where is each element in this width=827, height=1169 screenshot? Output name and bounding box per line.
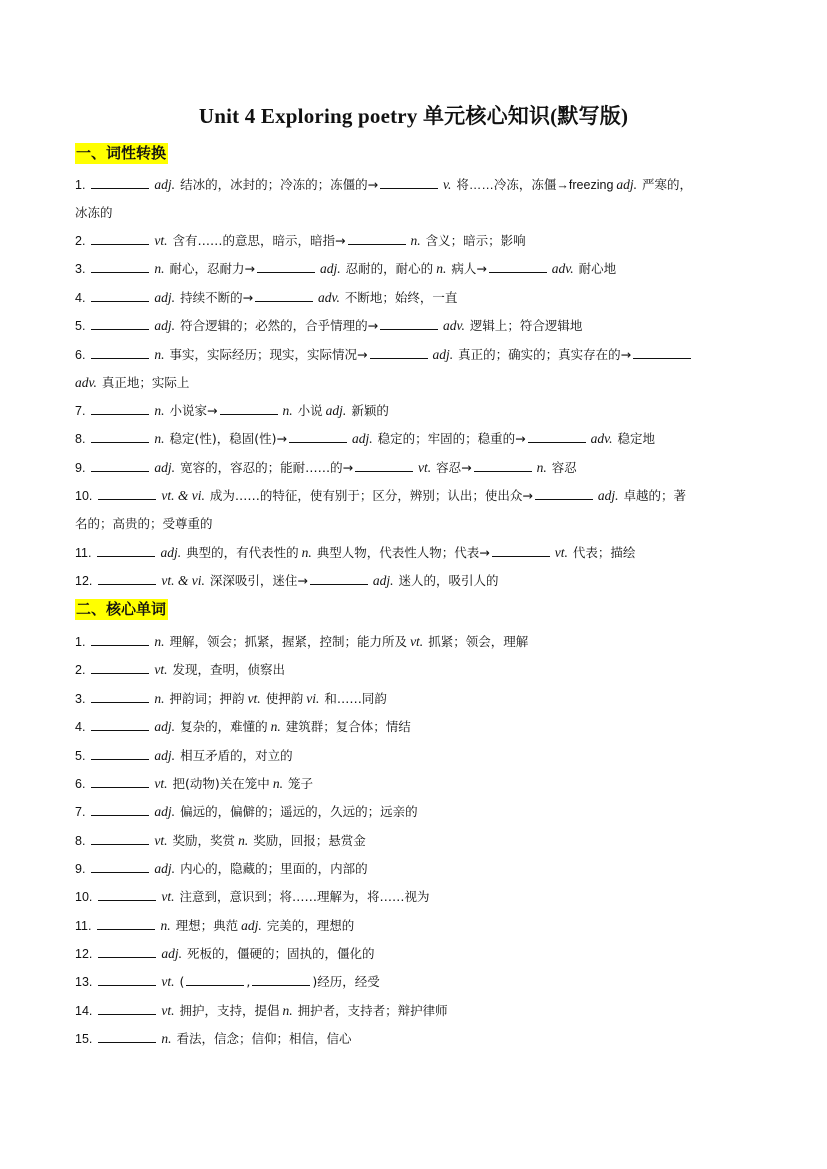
answer-blank[interactable] (255, 289, 313, 302)
answer-blank[interactable] (489, 260, 547, 273)
list-item: 4. adj. 持续不断的→ adv. 不断地；始终，一直 (75, 290, 458, 305)
list-item: 11. adj. 典型的，有代表性的 n. 典型人物，代表性人物；代表→ vt. 代表；描绘 (75, 545, 636, 560)
answer-blank[interactable] (91, 402, 149, 415)
list-item: 15. n. 看法，信念；信仰；相信，信心 (75, 1031, 352, 1046)
answer-blank[interactable] (91, 832, 149, 845)
answer-blank[interactable] (98, 572, 156, 585)
answer-blank[interactable] (91, 718, 149, 731)
section-heading-core-words: 二、核心单词 (76, 600, 167, 618)
answer-blank[interactable] (257, 260, 315, 273)
answer-blank[interactable] (252, 973, 310, 986)
list-item: 6. n. 事实，实际经历；现实，实际情况→ adj. 真正的；确实的；真实存在的→ adv. 真正地；实际上 (75, 341, 755, 397)
answer-blank[interactable] (91, 860, 149, 873)
answer-blank[interactable] (380, 317, 438, 330)
list-item: 11. n. 理想；典范 adj. 完美的，理想的 (75, 918, 355, 933)
answer-blank[interactable] (355, 459, 413, 472)
answer-blank[interactable] (98, 888, 156, 901)
answer-blank[interactable] (91, 232, 149, 245)
answer-blank[interactable] (186, 973, 244, 986)
answer-blank[interactable] (91, 775, 149, 788)
answer-blank[interactable] (535, 487, 593, 500)
answer-blank[interactable] (528, 430, 586, 443)
answer-blank[interactable] (370, 346, 428, 359)
list-item: 2. vt. 含有……的意思，暗示，暗指→ n. 含义；暗示；影响 (75, 233, 526, 248)
answer-blank[interactable] (98, 945, 156, 958)
answer-blank[interactable] (91, 661, 149, 674)
answer-blank[interactable] (633, 346, 691, 359)
answer-blank[interactable] (98, 1002, 156, 1015)
list-item: 5. adj. 符合逻辑的；必然的，合乎情理的→ adv. 逻辑上；符合逻辑地 (75, 318, 583, 333)
list-item: 1. n. 理解，领会；抓紧，握紧，控制；能力所及 vt. 抓紧；领会，理解 (75, 634, 529, 649)
answer-blank[interactable] (97, 544, 155, 557)
answer-blank[interactable] (91, 430, 149, 443)
section-heading-part-of-speech: 一、词性转换 (76, 144, 167, 162)
answer-blank[interactable] (91, 176, 149, 189)
list-item: 12. adj. 死板的，僵硬的；固执的，僵化的 (75, 946, 375, 961)
page-title: Unit 4 Exploring poetry 单元核心知识(默写版) (198, 104, 629, 128)
answer-blank[interactable] (91, 459, 149, 472)
list-item: 4. adj. 复杂的，难懂的 n. 建筑群；复合体；情结 (75, 719, 411, 734)
list-item: 14. vt. 拥护，支持，提倡 n. 拥护者，支持者；辩护律师 (75, 1003, 448, 1018)
list-item: 7. n. 小说家→ n. 小说 adj. 新颖的 (75, 403, 389, 418)
answer-blank[interactable] (289, 430, 347, 443)
answer-blank[interactable] (91, 289, 149, 302)
answer-blank[interactable] (492, 544, 550, 557)
list-item: 5. adj. 相互矛盾的，对立的 (75, 748, 293, 763)
list-item: 8. n. 稳定(性)，稳固(性)→ adj. 稳定的；牢固的；稳重的→ adv. 稳定地 (75, 431, 656, 446)
list-item: 8. vt. 奖励，奖赏 n. 奖励，回报；悬赏金 (75, 833, 366, 848)
list-item: 3. n. 耐心，忍耐力→ adj. 忍耐的，耐心的 n. 病人→ adv. 耐心地 (75, 261, 617, 276)
list-item: 6. vt. 把(动物)关在笼中 n. 笼子 (75, 776, 313, 791)
answer-blank[interactable] (310, 572, 368, 585)
list-item: 7. adj. 偏远的，偏僻的；遥远的，久远的；远亲的 (75, 804, 418, 819)
list-item: 9. adj. 宽容的，容忍的；能耐……的→ vt. 容忍→ n. 容忍 (75, 460, 577, 475)
answer-blank[interactable] (98, 973, 156, 986)
answer-blank[interactable] (91, 346, 149, 359)
answer-blank[interactable] (91, 803, 149, 816)
answer-blank[interactable] (91, 747, 149, 760)
answer-blank[interactable] (220, 402, 278, 415)
list-item: 12. vt. & vi. 深深吸引，迷住→ adj. 迷人的，吸引人的 (75, 573, 499, 588)
answer-blank[interactable] (91, 690, 149, 703)
list-item: 1. adj. 结冰的，冰封的；冷冻的；冻僵的→ v. 将……冷冻，冻僵→freezing adj. 严寒的， 冰冻的 (75, 177, 693, 220)
answer-blank[interactable] (91, 633, 149, 646)
list-item: 3. n. 押韵词；押韵 vt. 使押韵 vi. 和……同韵 (75, 691, 387, 706)
list-item: 2. vt. 发现，查明，侦察出 (75, 662, 286, 677)
answer-blank[interactable] (380, 176, 438, 189)
list-item: 9. adj. 内心的，隐藏的；里面的，内部的 (75, 861, 368, 876)
answer-blank[interactable] (98, 1030, 156, 1043)
answer-blank[interactable] (97, 917, 155, 930)
list-item: 13. vt. ( , )经历，经受 (75, 974, 380, 989)
answer-blank[interactable] (91, 317, 149, 330)
list-item: 10. vt. & vi. 成为……的特征，使有别于；区分，辨别；认出；使出众→ adj. 卓越的；著 名的；高贵的；受尊重的 (75, 488, 687, 531)
list-item: 10. vt. 注意到，意识到；将……理解为，将……视为 (75, 889, 430, 904)
answer-blank[interactable] (98, 487, 156, 500)
answer-blank[interactable] (91, 260, 149, 273)
answer-blank[interactable] (474, 459, 532, 472)
answer-blank[interactable] (348, 232, 406, 245)
